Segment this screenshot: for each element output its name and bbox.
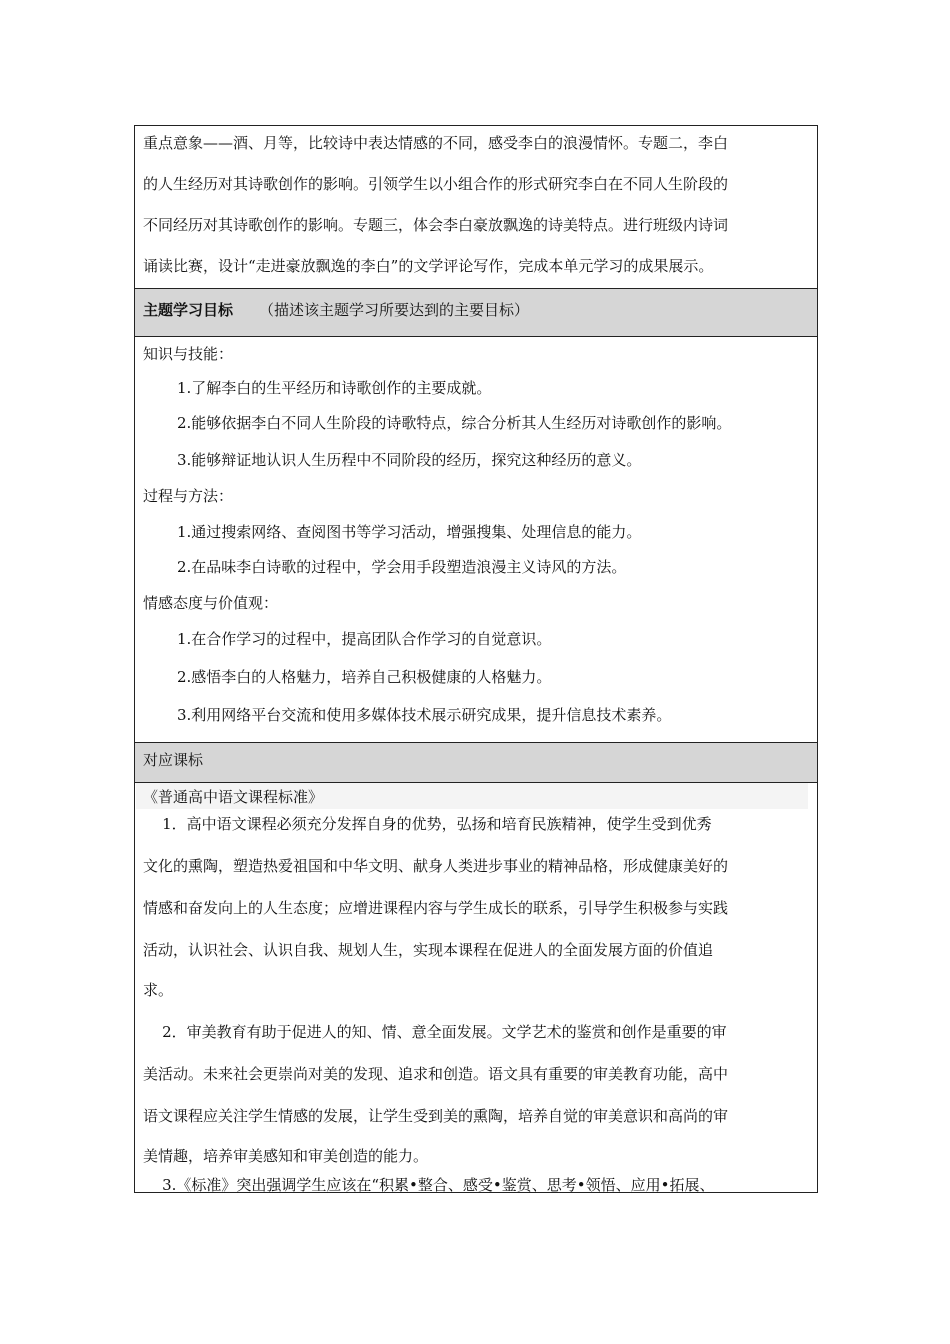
standards-p1-line-2: 文化的熏陶，塑造热爱祖国和中华文明、献身人类进步事业的精神品格，形成健康美好的 <box>143 857 729 875</box>
standards-body-row <box>135 782 817 1194</box>
process-label: 过程与方法： <box>143 487 234 505</box>
intro-line-2: 的人生经历对其诗歌创作的影响。引领学生以小组合作的形式研究李白在不同人生阶段的 <box>143 175 729 193</box>
standards-p2-line-3: 语文课程应关注学生情感的发展，让学生受到美的熏陶，培养自觉的审美意识和高尚的审 <box>143 1107 729 1125</box>
emotion-label: 情感态度与价值观： <box>143 594 279 612</box>
process-item-2: 2.在品味李白诗歌的过程中，学会用手段塑造浪漫主义诗风的方法。 <box>177 558 627 576</box>
goals-header-title: 主题学习目标 <box>143 301 234 319</box>
standards-p2-line-1: 2．审美教育有助于促进人的知、情、意全面发展。文学艺术的鉴赏和创作是重要的审 <box>143 1023 727 1041</box>
standards-p1-line-1: 1．高中语文课程必须充分发挥自身的优势，弘扬和培育民族精神，使学生受到优秀 <box>143 815 712 833</box>
standards-p3-line-1: 3.《标准》突出强调学生应该在“积累•整合、感受•鉴赏、思考•领悟、应用•拓展、 <box>143 1176 715 1194</box>
lesson-plan-table <box>134 125 818 1193</box>
standards-book-title: 《普通高中语文课程标准》 <box>143 788 324 806</box>
knowledge-label: 知识与技能： <box>143 345 234 363</box>
emotion-item-3: 3.利用网络平台交流和使用多媒体技术展示研究成果，提升信息技术素养。 <box>177 706 672 724</box>
emotion-item-2: 2.感悟李白的人格魅力，培养自己积极健康的人格魅力。 <box>177 668 552 686</box>
standards-header-title: 对应课标 <box>143 751 204 769</box>
standards-header-row <box>135 742 817 782</box>
process-item-1: 1.通过搜索网络、查阅图书等学习活动，增强搜集、处理信息的能力。 <box>177 523 642 541</box>
goals-header-description: （描述该主题学习所要达到的主要目标） <box>259 301 530 319</box>
intro-line-4: 诵读比赛，设计“走进豪放飘逸的李白”的文学评论写作，完成本单元学习的成果展示。 <box>143 257 714 275</box>
goals-body-row <box>135 336 817 742</box>
intro-line-3: 不同经历对其诗歌创作的影响。专题三，体会李白豪放飘逸的诗美特点。进行班级内诗词 <box>143 216 729 234</box>
knowledge-item-1: 1.了解李白的生平经历和诗歌创作的主要成就。 <box>177 379 492 397</box>
intro-line-1: 重点意象——酒、月等，比较诗中表达情感的不同，感受李白的浪漫情怀。专题二，李白 <box>143 134 729 152</box>
standards-p1-line-4: 活动，认识社会、认识自我、规划人生，实现本课程在促进人的全面发展方面的价值追 <box>143 941 714 959</box>
standards-p1-line-5: 求。 <box>143 981 174 999</box>
standards-p2-line-4: 美情趣，培养审美感知和审美创造的能力。 <box>143 1147 429 1165</box>
knowledge-item-2: 2.能够依据李白不同人生阶段的诗歌特点，综合分析其人生经历对诗歌创作的影响。 <box>177 414 732 432</box>
intro-row <box>135 126 817 288</box>
standards-p1-line-3: 情感和奋发向上的人生态度；应增进课程内容与学生成长的联系，引导学生积极参与实践 <box>143 899 729 917</box>
emotion-item-1: 1.在合作学习的过程中，提高团队合作学习的自觉意识。 <box>177 630 552 648</box>
goals-header-row <box>135 288 817 336</box>
standards-p2-line-2: 美活动。未来社会更崇尚对美的发现、追求和创造。语文具有重要的审美教育功能，高中 <box>143 1065 729 1083</box>
knowledge-item-3: 3.能够辩证地认识人生历程中不同阶段的经历，探究这种经历的意义。 <box>177 451 642 469</box>
